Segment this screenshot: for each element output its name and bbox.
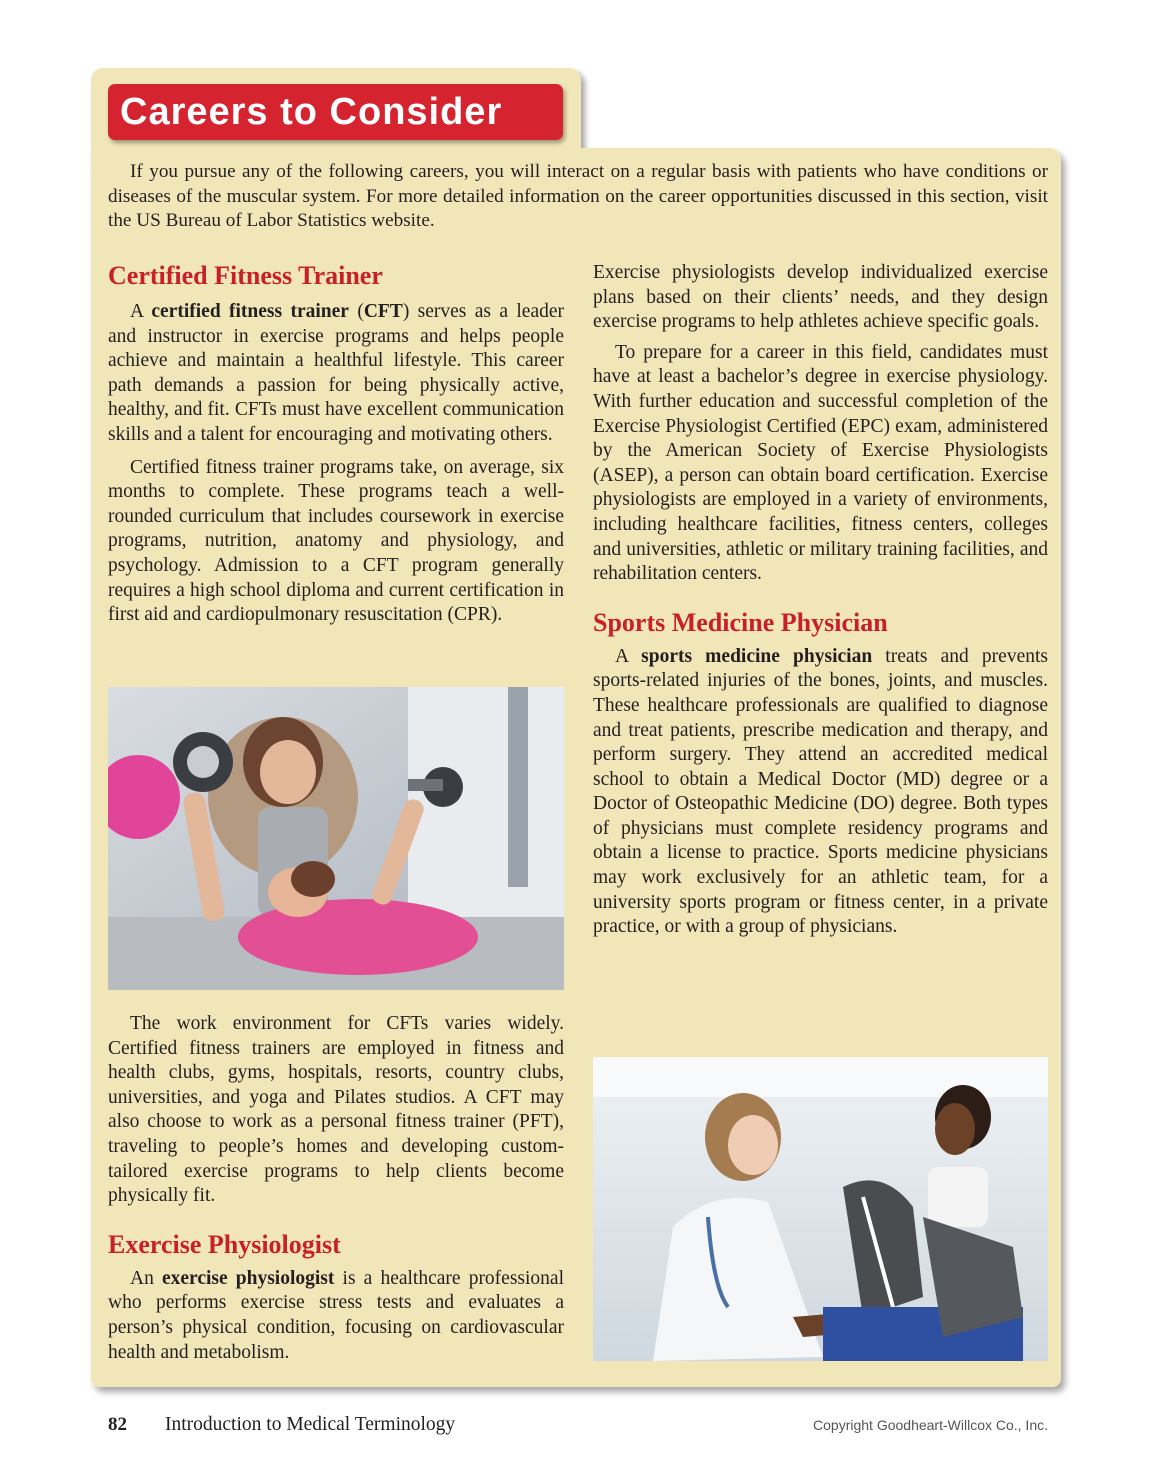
ep-paragraph-2: To prepare for a career in this field, candidates must have at least a bachelor’s degree in exercise physiology. With further education and successful completion of the Exercise Physiologist Certified (EPC) exam, administered by the American Society of Exercise Physiologists (ASEP), a person can obtain board certification. Exercise physiologists are employed in a variety of environments, including healthcare facilities, fitness centers, colleges and universities, athletic or military training facilities, and rehabilitation centers. [593, 341, 1048, 585]
left-column [108, 260, 564, 628]
heading-certified-fitness-trainer: Certified Fitness Trainer [108, 261, 383, 290]
trainer-photo [108, 687, 564, 990]
term-exercise-physiologist: exercise physiologist [161, 1267, 335, 1289]
book-title: Introduction to Medical Terminology [165, 1414, 456, 1435]
abbr-cft: CFT [363, 301, 403, 322]
right-column [593, 261, 1048, 940]
heading-exercise-physiologist: Exercise Physiologist [108, 1229, 341, 1259]
smp-paragraph-1: A sports medicine physician treats and prevents sports-related injuries of the bones, joints, and muscles. These healthcare professionals are qualified to diagnose and treat patients, prescribe medication and therapy, and perform surgery. They attend an accredited medical school to obtain a Medical Doctor (MD) degree or a Doctor of Osteopathic Medicine (DO) degree. Both types of physicians must complete residency programs and obtain a license to practice. Sports medicine physicians may work exclusively for an athletic team, for a university sports program or fitness center, in a private practice, or with a group of physicians. [593, 645, 1048, 938]
ep-paragraph-1-continued: Exercise physiologists develop individualized exercise plans based on their clients’ needs, and they design exercise programs to help athletes achieve specific goals. [593, 262, 1048, 333]
left-column-lower [108, 1012, 564, 1365]
page-title: Careers to Consider [120, 90, 503, 133]
copyright-notice: Copyright Goodheart-Willcox Co., Inc. [813, 1417, 1048, 1433]
title-banner [108, 84, 563, 140]
intro-paragraph: If you pursue any of the following careers, you will interact on a regular basis with patients who have conditions or diseases of the muscular system. For more detailed information on the career opportunities discussed in this section, visit the US Bureau of Labor Statistics website. [108, 161, 1048, 231]
heading-sports-medicine-physician: Sports Medicine Physician [593, 607, 888, 637]
cft-paragraph-2: Certified fitness trainer programs take, on average, six months to complete. These programs teach a well-rounded curriculum that includes coursework in exercise programs, nutrition, anatomy and physiology, and psychology. Admission to a CFT program generally requires a high school diploma and current certification in first aid and cardiopulmonary resuscitation (CPR). [108, 456, 564, 626]
cft-paragraph-3: The work environment for CFTs varies widely. Certified fitness trainers are employed in fitness and health clubs, gyms, hospitals, resorts, country clubs, universities, and yoga and Pilates studios. A CFT may also choose to work as a personal fitness trainer (PFT), traveling to people’s homes and developing custom-tailored exercise programs to help clients become physically fit. [108, 1013, 564, 1207]
cft-paragraph-1: A certified fitness trainer (CFT) serves as a leader and instructor in exercise programs and helps people achieve and maintain a healthful lifestyle. This career path demands a passion for being physically active, healthy, and fit. CFTs must have excellent communication skills and a talent for encouraging and motivating others. [108, 301, 565, 445]
term-cft: certified fitness trainer [151, 301, 349, 322]
ep-paragraph-1: An exercise physiologist is a healthcare professional who performs exercise stress tests and evaluates a person’s physical condition, focusing on cardiovascular health and metabolism. [108, 1267, 565, 1363]
physician-photo [593, 1057, 1048, 1361]
term-sports-medicine-physician: sports medicine physician [641, 645, 873, 667]
page-number: 82 [108, 1414, 127, 1435]
